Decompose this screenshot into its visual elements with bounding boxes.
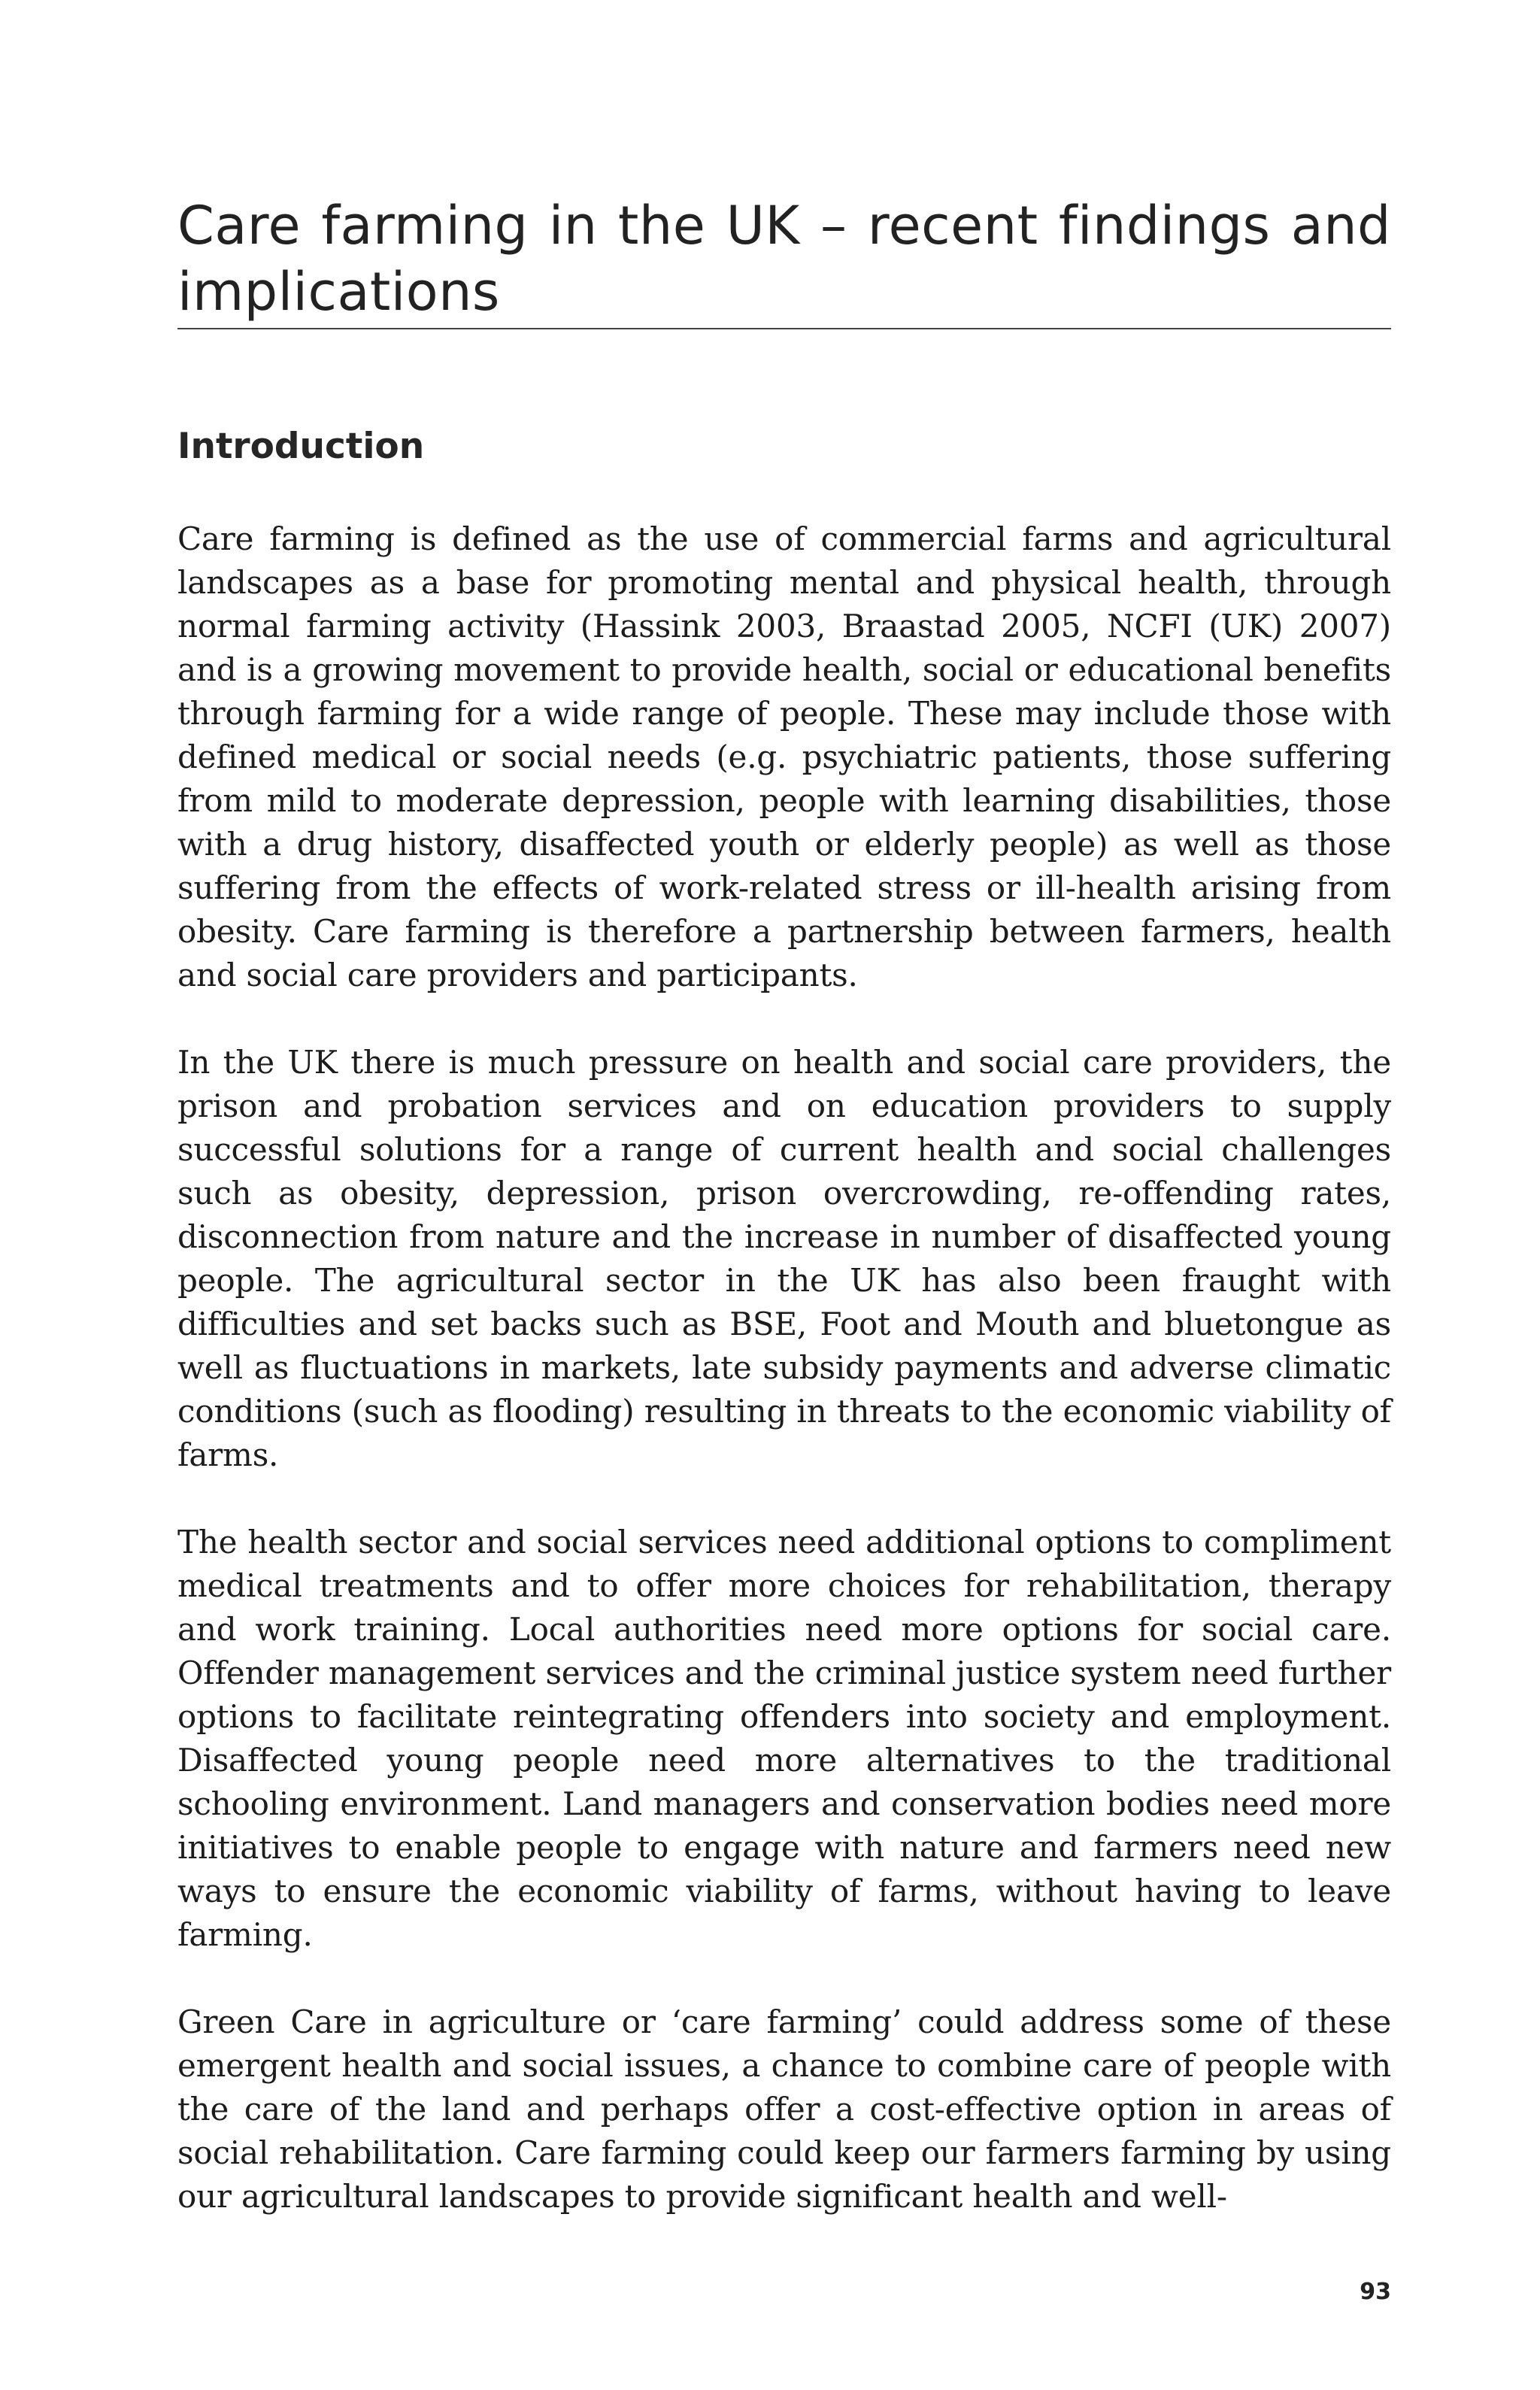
paragraph: The health sector and social services need additional options to compliment medical treatments and to offer more choices for rehabilitation, therapy and work training. Local authorities need more options for social care. Offender management services and the criminal justice system need further options to facilitate reintegrating offenders into society and employment. Disaffected young people need more alternatives to the traditional schooling environment. Land managers and conservation bodies need more initiatives to enable people to engage with nature and farmers need new ways to ensure the economic viability of farms, without having to leave farming. [177, 1524, 1391, 1953]
paragraph: Care farming is defined as the use of commercial farms and agricultural landscapes as a base for promoting mental and physical health, through normal farming activity (Hassink 2003, Braastad 2005, NCFI (UK) 2007) and is a growing movement to provide health, social or educational benefits through farming for a wide range of people. These may include those with defined medical or social needs (e.g. psychiatric patients, those suffering from mild to moderate depression, people with learning disabilities, those with a drug history, disaffected youth or elderly people) as well as those suffering from the effects of work-related stress or ill-health arising from obesity. Care farming is therefore a partnership between farmers, health and social care providers and participants. [177, 520, 1391, 993]
body-text [177, 517, 1391, 2219]
chapter-title: Care farming in the UK – recent findings and implications [177, 195, 1391, 323]
paragraph: In the UK there is much pressure on health and social care providers, the prison and probation services and on education providers to supply successful solutions for a range of current health and social challenges such as obesity, depression, prison overcrowding, re-offending rates, disconnection from nature and the increase in number of disaffected young people. The agricultural sector in the UK has also been fraught with difficulties and set backs such as BSE, Foot and Mouth and bluetongue as well as fluctuations in markets, late subsidy payments and adverse climatic conditions (such as flooding) resulting in threats to the economic viability of farms. [177, 1044, 1391, 1473]
paragraph: Green Care in agriculture or ‘care farming’ could address some of these emergent health and social issues, a chance to combine care of people with the care of the land and perhaps offer a cost-effective option in areas of social rehabilitation. Care farming could keep our farmers farming by using our agricultural landscapes to provide significant health and well- [177, 2003, 1391, 2215]
page-number: 93 [1360, 2279, 1391, 2305]
title-rule [177, 328, 1391, 329]
section-heading: Introduction [177, 426, 425, 467]
